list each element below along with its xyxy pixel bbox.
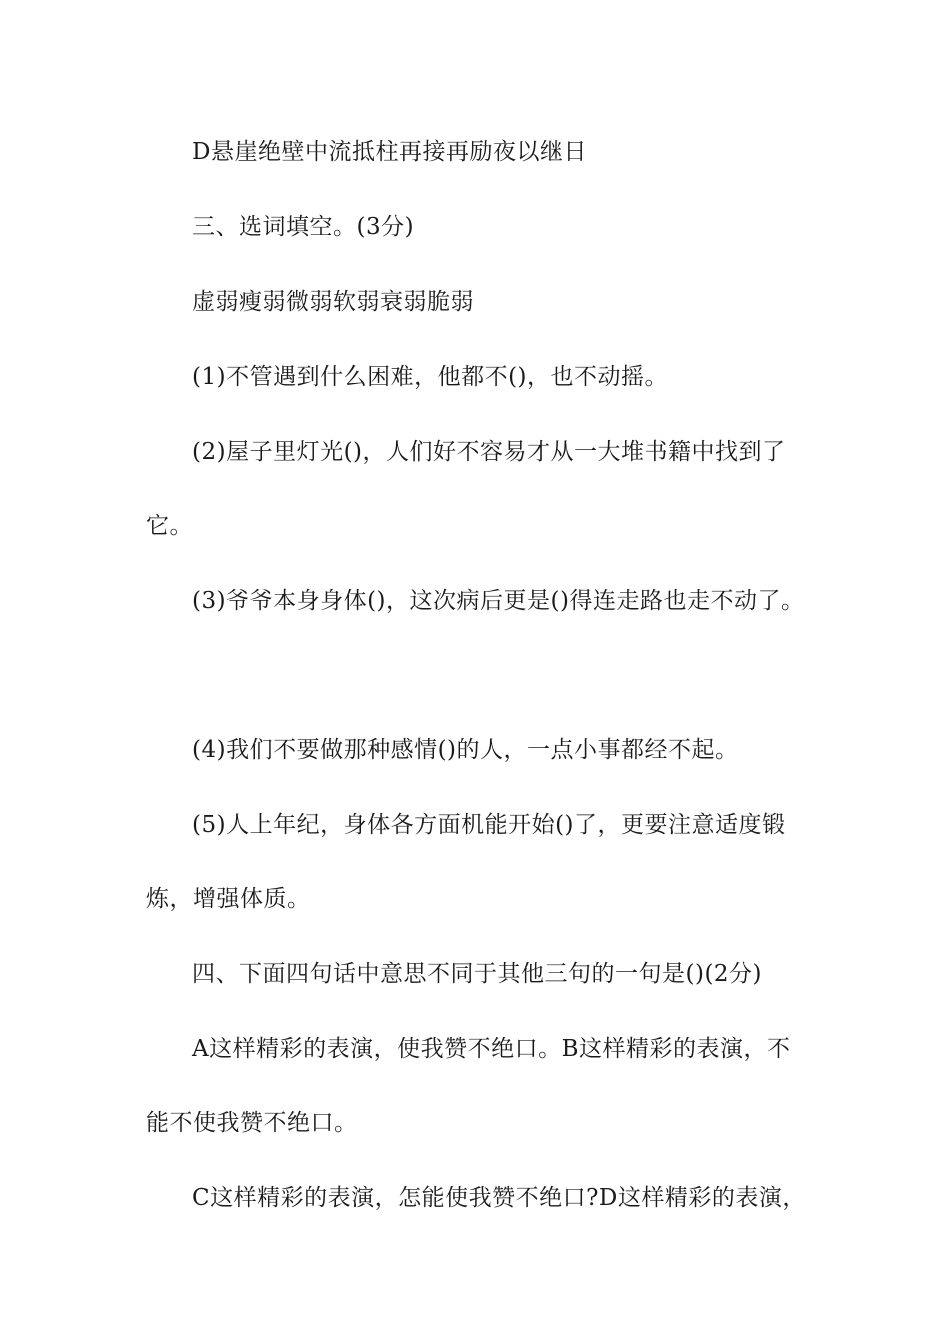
options-a-b: A这样精彩的表演，使我赞不绝口。B这样精彩的表演，不	[192, 1036, 791, 1062]
word-bank: 虚弱瘦弱微弱软弱衰弱脆弱	[192, 289, 474, 315]
option-d-line: D悬崖绝壁中流抵柱再接再励夜以继日	[192, 139, 587, 165]
question-2: (2)屋子里灯光()，人们好不容易才从一大堆书籍中找到了	[192, 439, 786, 465]
question-4: (4)我们不要做那种感情()的人，一点小事都经不起。	[192, 737, 739, 763]
question-1: (1)不管遇到什么困难，他都不()，也不动摇。	[192, 364, 669, 390]
question-5-continued: 炼，增强体质。	[146, 886, 311, 912]
options-c-d: C这样精彩的表演，怎能使我赞不绝口?D这样精彩的表演，	[192, 1185, 806, 1211]
question-3: (3)爷爷本身身体()，这次病后更是()得连走路也走不动了。	[192, 588, 805, 614]
question-2-continued: 它。	[146, 513, 193, 539]
section-three-heading: 三、选词填空。(3分)	[192, 214, 415, 240]
section-four-heading: 四、下面四句话中意思不同于其他三句的一句是()(2分)	[192, 961, 763, 987]
question-5: (5)人上年纪，身体各方面机能开始()了，更要注意适度锻	[192, 812, 786, 838]
option-b-continued: 能不使我赞不绝口。	[146, 1110, 358, 1136]
